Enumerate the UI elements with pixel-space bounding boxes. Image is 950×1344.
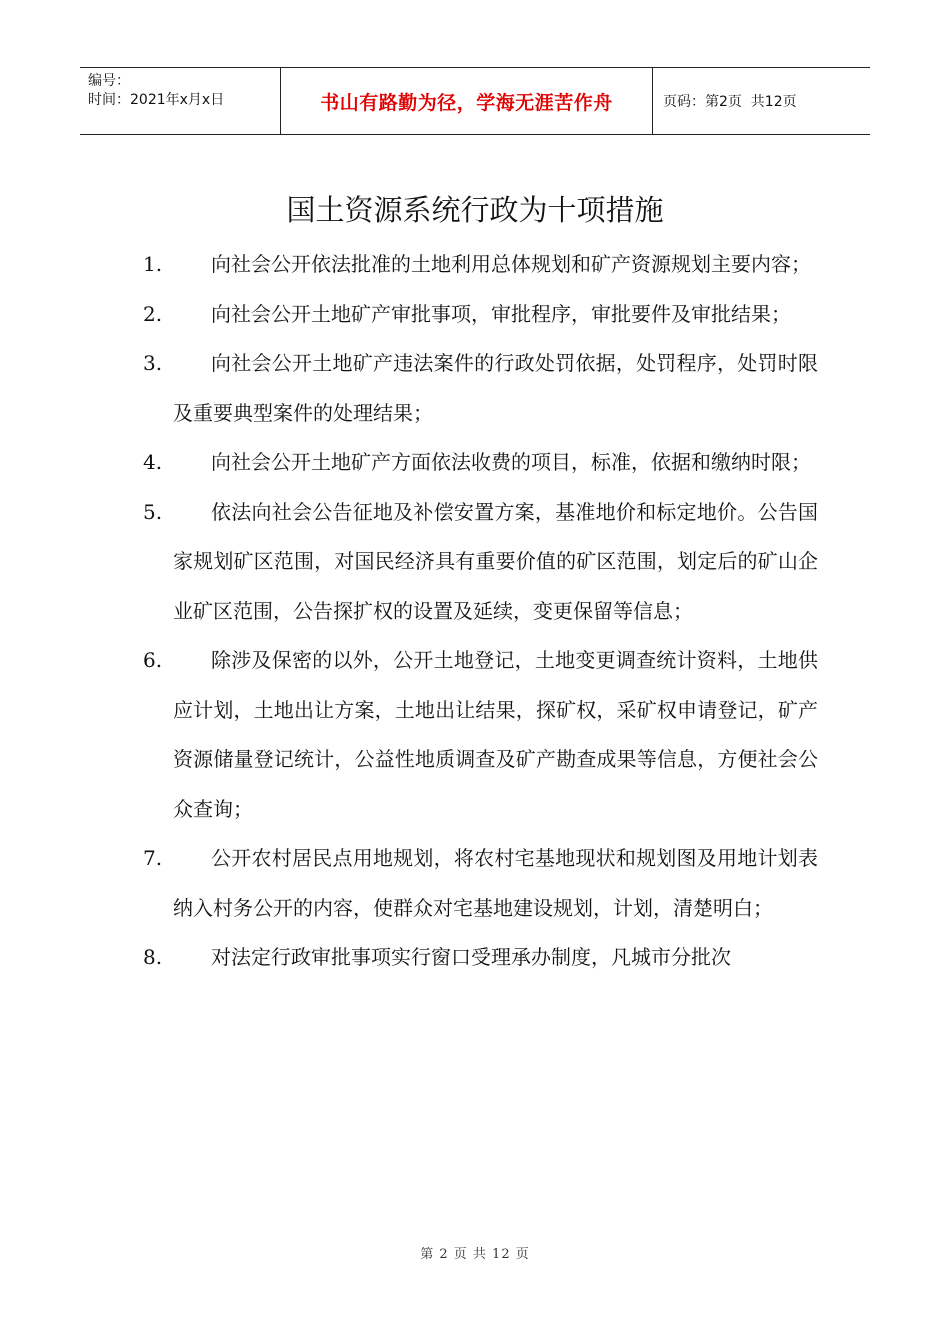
header-table <box>80 67 870 135</box>
list-item-number: 1. <box>143 252 163 276</box>
list-item-text: 向社会公开依法批准的土地利用总体规划和矿产资源规划主要内容； <box>211 252 811 276</box>
list-item <box>0 438 818 488</box>
list-item <box>0 834 818 933</box>
list-item-text: 向社会公开土地矿产方面依法收费的项目，标准，依据和缴纳时限； <box>211 450 811 474</box>
list-item-number: 3. <box>143 351 163 375</box>
header-motto-cell <box>280 68 653 134</box>
list-item <box>0 240 818 290</box>
list-item-number: 8. <box>143 945 163 969</box>
header-meta-cell <box>80 68 280 134</box>
document-date-label: 时间：2021年x月x日 <box>88 92 225 108</box>
list-item-text: 依法向社会公告征地及补偿安置方案，基准地价和标定地价。公告国家规划矿区范围，对国民经济具有重要价值的矿区范围，划定后的矿山企业矿区范围，公告探扩权的设置及延续，变更保留等信息； <box>173 499 818 623</box>
header-page-cell <box>653 68 870 134</box>
header-page-info: 页码：第2页 共12页 <box>663 94 797 110</box>
list-item-number: 2. <box>143 301 163 326</box>
list-item <box>0 290 818 340</box>
document-number-label: 编号： <box>88 73 130 89</box>
list-item-text: 向社会公开土地矿产违法案件的行政处罚依据，处罚程序，处罚时限及重要典型案件的处理结果； <box>173 351 818 425</box>
list-item <box>0 339 818 438</box>
measures-list <box>0 240 950 983</box>
list-item-number: 7. <box>143 846 163 870</box>
list-item-text: 除涉及保密的以外，公开土地登记，土地变更调查统计资料，土地供应计划，土地出让方案，土地出让结果，探矿权，采矿权申请登记，矿产资源储量登记统计，公益性地质调查及矿产勘查成果等信息，方便社会公众查询； <box>173 648 818 821</box>
list-item <box>0 636 818 834</box>
list-item-number: 5. <box>143 499 163 524</box>
list-item-text: 对法定行政审批事项实行窗口受理承办制度，凡城市分批次 <box>211 945 731 969</box>
header-motto: 书山有路勤为径，学海无涯苦作舟 <box>320 91 613 114</box>
page-footer <box>0 1243 950 1262</box>
list-item-text: 向社会公开土地矿产审批事项，审批程序，审批要件及审批结果； <box>211 301 791 326</box>
list-item-number: 4. <box>143 450 163 474</box>
footer-page-number: 第 2 页 共 12 页 <box>420 1247 530 1262</box>
list-item-number: 6. <box>143 648 163 672</box>
list-item <box>0 933 818 983</box>
list-item <box>0 488 818 637</box>
document-title: 国土资源系统行政为十项措施 <box>286 193 664 227</box>
list-item-text: 公开农村居民点用地规划，将农村宅基地现状和规划图及用地计划表纳入村务公开的内容，使群众对宅基地建设规划，计划，清楚明白； <box>173 846 818 920</box>
